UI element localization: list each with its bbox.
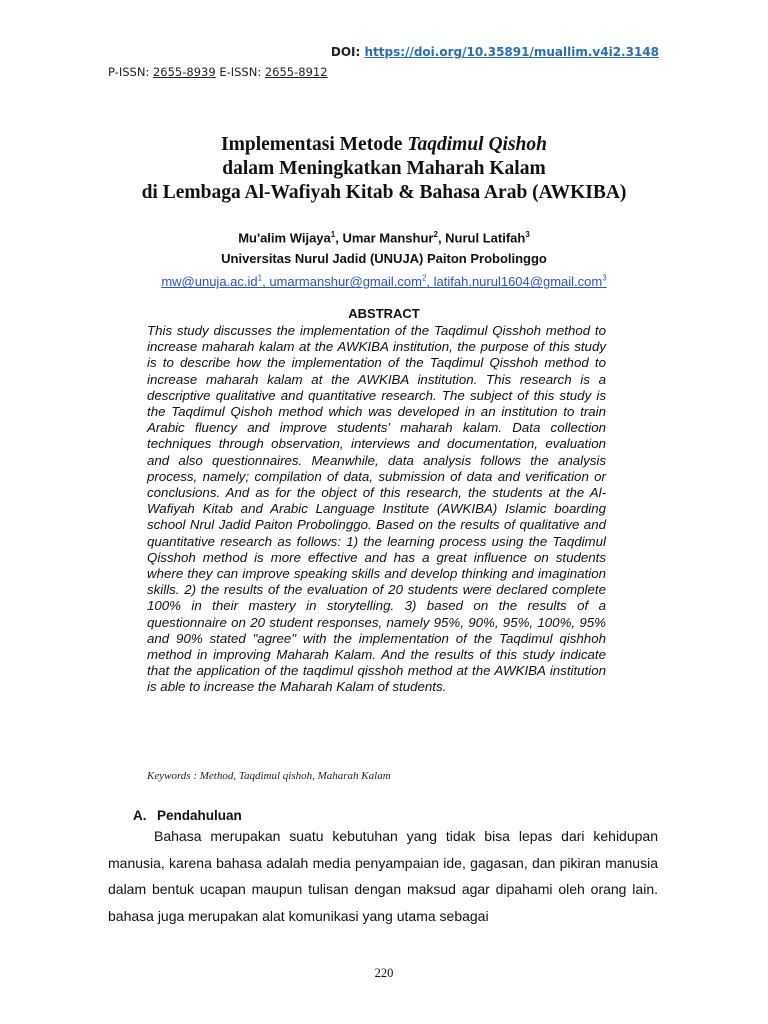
author-name: Umar Manshur	[342, 230, 434, 246]
title-italic: Taqdimul Qishoh	[407, 134, 547, 155]
doi-line	[331, 45, 659, 59]
author-sup: 3	[525, 230, 530, 239]
title-line-3: di Lembaga Al-Wafiyah Kitab & Bahasa Arab (AWKIBA)	[141, 182, 627, 203]
eissn-number: 2655-8912	[264, 65, 328, 79]
section-title: Pendahuluan	[157, 808, 242, 823]
doi-label: DOI:	[330, 45, 361, 59]
keywords: Keywords : Method, Taqdimul qishoh, Maharah Kalam	[147, 770, 391, 782]
author-name: Nurul Latifah	[445, 230, 526, 246]
affiliation: Universitas Nurul Jadid (UNUJA) Paiton Probolinggo	[221, 251, 547, 266]
title-prefix: Implementasi Metode	[221, 134, 403, 155]
title-line-1	[0, 133, 768, 157]
issn-line	[108, 65, 328, 79]
author-emails	[0, 274, 768, 289]
doi-link[interactable]: https://doi.org/10.35891/muallim.v4i2.3148	[364, 45, 659, 59]
pissn-label: P-ISSN:	[108, 65, 150, 79]
author-sup: 1	[330, 230, 336, 239]
section-letter: A.	[133, 808, 147, 823]
abstract-text: This study discusses the implementation of the Taqdimul Qisshoh method to increase maharah kalam at the AWKIBA institution, the purpose of this study is to describe how the implementation of the Taqdimul Qisshoh method to increase maharah kalam at the AWKIBA institution. This research is a descriptive qualitative and quantitative research. The subject of this study is the Taqdimul Qishoh method which was developed in an institution to train Arabic fluency and improve students' maharah kalam. Data collection techniques through observation, interviews and documentation, evaluation and also questionnaires. Meanwhile, data analysis follows the analysis process, namely; compilation of data, submission of data and verification or conclusions. And as for the object of this research, the students at the Al-Wafiyah Kitab and Arabic Language Institute (AWKIBA) Islamic boarding school Nrul Jadid Paiton Probolinggo. Based on the results of qualitative and quantitative research as follows: 1) the learning process using the Taqdimul Qisshoh method is more effective and has a great influence on students where they can improve speaking skills and develop thinking and imagination skills. 2) the results of the evaluation of 20 students were declared complete 100% in their mastery in storytelling. 3) based on the results of a questionnaire on 20 student responses, namely 95%, 90%, 95%, 100%, 95% and 90% stated "agree" with the implementation of the Taqdimul qishhoh method in improving Maharah Kalam. And the results of this study indicate that the application of the taqdimul qisshoh method at the AWKIBA institution is able to increase the Maharah Kalam of students.	[147, 323, 606, 695]
email-link[interactable]: $mw@unuja.ac.id^1$, umarmanshur@gmail.com$^2$, latifah.nurul1604@gmail.com$^3$	[161, 274, 607, 290]
authors: Mu'alim Wijaya$^1$, Umar Manshur$^2$, Nurul Latifah$^3$	[238, 230, 530, 246]
eissn-label: E-ISSN:	[219, 65, 262, 79]
section-heading	[133, 808, 242, 823]
page-number: 220	[374, 966, 394, 980]
author-name: Mu'alim Wijaya	[238, 230, 331, 246]
section-body: Bahasa merupakan suatu kebutuhan yang tidak bisa lepas dari kehidupan manusia, karena bahasa adalah media penyampaian ide, gagasan, dan pikiran manusia dalam bentuk ucapan maupun tulisan dengan maksud agar dipahami oleh orang lain. bahasa juga merupakan alat komunikasi yang utama sebagai	[108, 828, 658, 924]
title-line-2: dalam Meningkatkan Maharah Kalam	[222, 158, 546, 179]
abstract-heading: ABSTRACT	[348, 306, 420, 321]
author-sup: 2	[433, 230, 438, 239]
pissn-number: 2655-8939	[152, 65, 216, 79]
paper-title	[0, 133, 768, 205]
